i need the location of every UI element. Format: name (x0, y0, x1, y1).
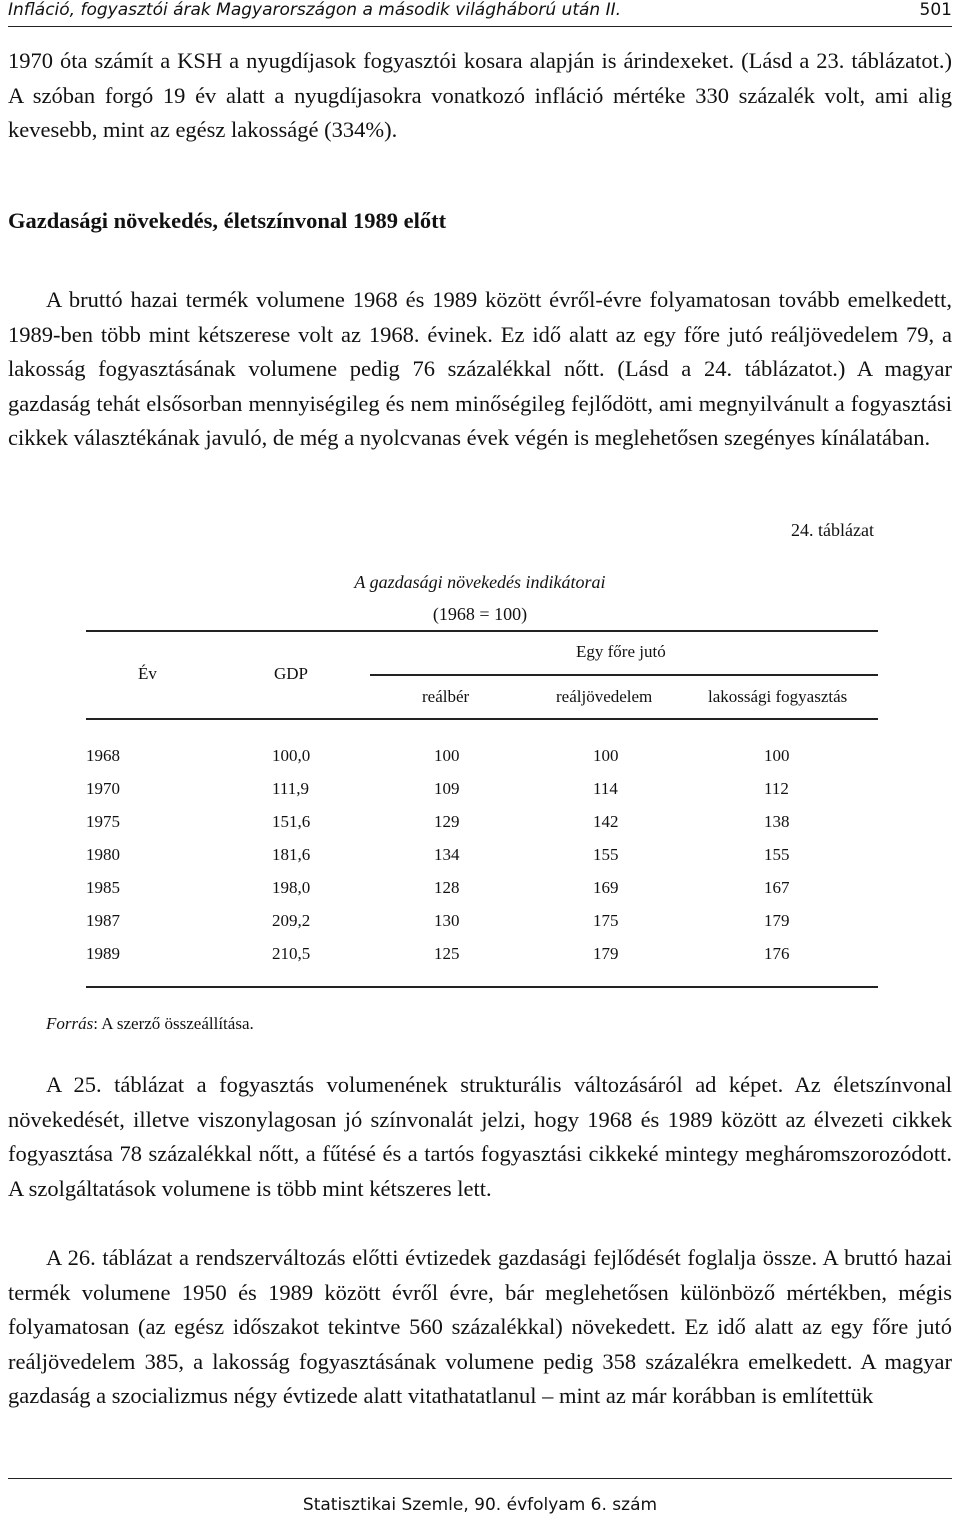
paragraph-growth: A bruttó hazai termék volumene 1968 és 1989 között évről-évre folyamatosan tovább emelkedett, 1989-ben több mint kétszerese volt az 1968. évinek. Ez idő alatt az egy főre jutó reáljövedelem 79, a lakosság fogyasztásának volumene pedig 76 százalékkal nőtt. (Lásd a 24. táblázatot.) A magyar gazdaság tehát elsősorban mennyiségileg és nem minőségileg fejlődött, ami megnyilvánult a fogyasztási cikkek választékának javuló, de még a nyolcvanas évek végén is meglehetősen szegényes kínálatában. (8, 287, 952, 450)
table-title: A gazdasági növekedés indikátorai (354, 572, 606, 592)
table-row (86, 812, 878, 845)
cell-consumption: 167 (764, 878, 790, 897)
table-base-note: (1968 = 100) (432, 604, 528, 624)
cell-year: 1987 (86, 911, 120, 930)
table-top-rule (86, 630, 878, 632)
table-row (86, 779, 878, 812)
cell-real-wage: 100 (434, 746, 460, 765)
cell-year: 1985 (86, 878, 120, 897)
source-label: Forrás (46, 1014, 94, 1033)
header-bottom-rule (86, 718, 878, 720)
page-number: 501 (919, 0, 952, 20)
cell-real-wage: 130 (434, 911, 460, 930)
cell-consumption: 100 (764, 746, 790, 765)
cell-year: 1970 (86, 779, 120, 798)
cell-real-wage: 109 (434, 779, 460, 798)
header-title: Infláció, fogyasztói árak Magyarországon a második világháború után II. (8, 0, 622, 20)
cell-gdp: 100,0 (272, 746, 311, 765)
paragraph-table26: A 26. táblázat a rendszerváltozás előtti évtizedek gazdasági fejlődését foglalja össze. A bruttó hazai termék volumene 1950 és 1989 között évről évre, bár meglehetősen különböző mértékben, mégis folyamatosan (az egész időszakot tekintve 560 százalékkal) növekedett. Ez idő alatt az egy főre jutó reáljövedelem 385, a lakosság fogyasztásának volumene pedig 358 százalékra emelkedett. A magyar gazdaság a szocializmus négy évtizede alatt vitathatatlanul – mint az már korábban is említettük (8, 1245, 952, 1408)
header-real-income: reáljövedelem (556, 687, 653, 706)
source-text: : A szerző összeállítása. (93, 1014, 254, 1033)
journal-footer: Statisztikai Szemle, 90. évfolyam 6. szám (8, 1478, 952, 1515)
cell-real-income: 114 (593, 779, 618, 798)
cell-real-income: 175 (593, 911, 619, 930)
table-caption (280, 566, 680, 630)
header-per-capita: Egy főre jutó (576, 642, 666, 661)
table-row (86, 911, 878, 944)
growth-indicators-table (86, 630, 878, 990)
cell-real-wage: 134 (434, 845, 460, 864)
cell-consumption: 112 (764, 779, 789, 798)
cell-gdp: 151,6 (272, 812, 311, 831)
table-row (86, 878, 878, 911)
cell-real-income: 100 (593, 746, 619, 765)
cell-consumption: 179 (764, 911, 790, 930)
cell-consumption: 155 (764, 845, 790, 864)
cell-real-wage: 128 (434, 878, 460, 897)
cell-year: 1975 (86, 812, 120, 831)
cell-gdp: 111,9 (272, 779, 309, 798)
cell-gdp: 181,6 (272, 845, 311, 864)
cell-consumption: 138 (764, 812, 790, 831)
cell-year: 1980 (86, 845, 120, 864)
header-real-wage: reálbér (422, 687, 470, 706)
table-row (86, 845, 878, 878)
cell-gdp: 198,0 (272, 878, 311, 897)
table-number: 24. táblázat (791, 520, 874, 540)
paragraph-table25: A 25. táblázat a fogyasztás volumenének strukturális változásáról ad képet. Az életszínvonal növekedését, illetve viszonylagosan jó színvonalát jelzi, hogy 1968 és 1989 között az élvezeti cikkek fogyasztása 78 százalékkal nőtt, a fűtésé és a tartós fogyasztási cikkeké mintegy megháromszorozódott. A szolgáltatások volumene is több mint kétszeres lett. (8, 1072, 952, 1201)
header-consumption: lakossági fogyasztás (708, 687, 848, 706)
subheader-rule (370, 674, 878, 676)
cell-real-income: 155 (593, 845, 619, 864)
cell-real-income: 179 (593, 944, 619, 963)
cell-year: 1968 (86, 746, 120, 765)
table-row (86, 944, 878, 977)
header-year: Év (138, 664, 157, 683)
table-row (86, 746, 878, 779)
header-gdp: GDP (274, 664, 309, 683)
cell-gdp: 210,5 (272, 944, 311, 963)
cell-consumption: 176 (764, 944, 790, 963)
table-source-note (46, 1014, 254, 1034)
cell-year: 1989 (86, 944, 120, 963)
cell-real-income: 142 (593, 812, 619, 831)
cell-real-wage: 125 (434, 944, 460, 963)
section-heading: Gazdasági növekedés, életszínvonal 1989 előtt (8, 208, 447, 233)
cell-gdp: 209,2 (272, 911, 311, 930)
cell-real-wage: 129 (434, 812, 460, 831)
table-bottom-rule (86, 986, 878, 988)
paragraph-pensioner-inflation: 1970 óta számít a KSH a nyugdíjasok fogyasztói kosara alapján is árindexeket. (Lásd a 23. táblázatot.) A szóban forgó 19 év alatt a nyugdíjasokra vonatkozó infláció mértéke 330 százalék volt, ami alig kevesebb, mint az egész lakosságé (334%). (8, 48, 952, 142)
cell-real-income: 169 (593, 878, 619, 897)
running-header (8, 0, 952, 27)
